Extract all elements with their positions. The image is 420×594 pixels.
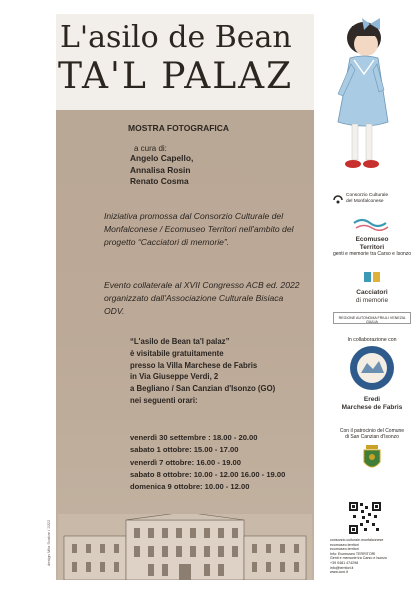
phone-line: +39 0481 474298 bbox=[330, 560, 359, 565]
author: Angelo Capello, bbox=[130, 153, 194, 163]
hours-line: venerdì 30 settembre : 18.00 - 20.00 bbox=[130, 433, 258, 442]
logo-consorzio bbox=[330, 193, 414, 205]
logo-eredi bbox=[330, 396, 414, 411]
cacciatori-icon bbox=[363, 270, 381, 284]
hours-line: sabato 8 ottobre: 10.00 - 12.00 16.00 - 19.00 bbox=[130, 469, 286, 479]
municipal-crest-icon bbox=[361, 444, 383, 474]
villa-illustration bbox=[58, 514, 312, 580]
regione-name: REGIONE AUTONOMA FRIULI VENEZIA GIULIA bbox=[338, 316, 406, 324]
info-line: Info: Ecomuseo TERRITORI bbox=[330, 551, 376, 556]
visit-line: in Via Giuseppe Verdi, 2 bbox=[130, 372, 219, 382]
facebook-contact[interactable]: consorzio.culturale.monfalconese bbox=[330, 538, 384, 542]
facebook-contact[interactable]: ecomuseo.territori bbox=[330, 542, 359, 547]
ecomuseo-name-2: Territori bbox=[359, 243, 385, 251]
ecomuseo-name-1: Ecomuseo bbox=[355, 236, 389, 243]
visit-info bbox=[130, 336, 310, 407]
visit-line: a Begliano / San Canzian d'Isonzo (GO) bbox=[130, 384, 276, 394]
qr-code-icon[interactable] bbox=[348, 501, 382, 535]
title-line-2: TA'L PALAZ bbox=[58, 56, 294, 97]
eredi-name-2: Marchese de Fabris bbox=[341, 403, 403, 411]
exhibit-type: MOSTRA FOTOGRAFICA bbox=[128, 123, 230, 133]
cacciatori-name-2: di memorie bbox=[355, 296, 389, 304]
logo-ecomuseo bbox=[330, 215, 414, 257]
patronage-line-2: di San Canzian d'Isonzo bbox=[345, 434, 399, 440]
regione-box bbox=[333, 312, 411, 324]
authors-list bbox=[130, 153, 300, 188]
visit-line: nei seguenti orari: bbox=[130, 395, 198, 405]
title-line-1: L'asilo de Bean bbox=[60, 20, 292, 55]
intro-paragraph: Iniziativa promossa dal Consorzio Culturale del Monfalconese / Ecomuseo Territori nell'ambito del progetto “Cacciatori di memorie”. bbox=[104, 211, 294, 247]
website-line[interactable]: www.ccm.it bbox=[330, 570, 348, 575]
consorzio-name-2: del Monfalconese bbox=[346, 199, 384, 204]
girl-illustration bbox=[318, 14, 410, 184]
logo-cacciatori bbox=[330, 270, 414, 304]
email-line[interactable]: info@territori.it bbox=[330, 565, 354, 570]
design-credit: design Mila Scabar / 2022 bbox=[46, 519, 51, 566]
cacciatori-name-1: Cacciatori bbox=[356, 289, 388, 296]
patronage-line-1: Con il patrocinio del Comune bbox=[339, 428, 405, 434]
patronage-block bbox=[330, 428, 414, 479]
hours-line: venerdì 7 ottobre: 16.00 - 19.00 bbox=[130, 457, 241, 467]
consorzio-icon bbox=[332, 194, 344, 206]
consorzio-name-1: Consorzio Culturale bbox=[346, 193, 389, 198]
instagram-contact[interactable]: ecomuseo.territori bbox=[330, 547, 359, 552]
info-line: Genti e memorie tra Carso e Isonzo bbox=[330, 556, 387, 561]
visit-line: “L'asilo de Bean ta'l palaz” bbox=[130, 337, 230, 346]
contacts bbox=[330, 538, 414, 575]
hours-line: sabato 1 ottobre: 15.00 - 17.00 bbox=[130, 445, 239, 455]
qr-block bbox=[330, 501, 414, 535]
hours-line: domenica 9 ottobre: 10.00 - 12.00 bbox=[130, 482, 250, 492]
logo-regione bbox=[330, 310, 414, 328]
event-paragraph: Evento collaterale al XVII Congresso ACB ed. 2022 organizzato dall'Associazione Culturale Bisiaca ODV. bbox=[104, 280, 300, 316]
visit-line: è visitabile gratuitamente bbox=[130, 348, 224, 358]
collaboration-label: In collaborazione con bbox=[347, 337, 397, 343]
author: Annalisa Rosin bbox=[130, 164, 191, 175]
eredi-name-1: Eredi bbox=[363, 396, 381, 403]
opening-hours bbox=[130, 432, 330, 493]
ecomuseo-subtitle: genti e memorie tra Carso e Isonzo bbox=[332, 251, 412, 257]
association-seal-icon bbox=[349, 345, 395, 391]
visit-line: presso la Villa Marchese de Fabris bbox=[130, 360, 258, 370]
author: Renato Cosma bbox=[130, 176, 189, 186]
curated-by-label: a cura di: bbox=[134, 144, 167, 153]
collaboration-block bbox=[330, 337, 414, 396]
ecomuseo-wave-icon bbox=[352, 215, 392, 231]
